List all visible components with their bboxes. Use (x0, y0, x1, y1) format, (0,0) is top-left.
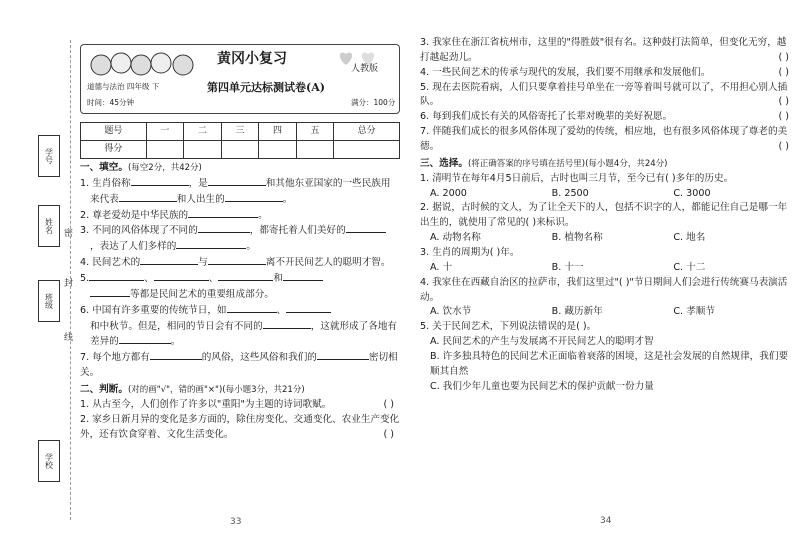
q-text: 5. 现在去医院看病，人们只要拿着挂号单坐在一旁等着叫号就可以了，不用担心别人插队。 (420, 81, 788, 108)
choice-option[interactable]: A. 动物名称 (430, 232, 481, 244)
score-input-cell[interactable] (221, 141, 259, 159)
fill-question-3-cont (80, 239, 400, 255)
q-text: ，表达了人们多样的 (90, 241, 177, 253)
q-text: 6. 中国有许多重要的传统节日，如 (80, 304, 227, 316)
unit-title: 第四单元达标测试卷(A) (207, 81, 325, 94)
left-page (80, 0, 400, 527)
right-page (420, 36, 795, 395)
choice-option[interactable]: C. 孝顺节 (673, 306, 715, 318)
cut-char-seal: 密 (64, 229, 74, 239)
full-score: 满分：100分 (351, 98, 396, 107)
binding-box-class[interactable]: 班级 (38, 280, 60, 322)
choice-option[interactable]: C. 我们少年儿童也要为民间艺术的保护贡献一份力量 (430, 380, 654, 392)
answer-paren[interactable]: ( ) (778, 96, 789, 108)
blank-field[interactable] (317, 350, 369, 360)
binding-box-student-id[interactable]: 学号 (38, 135, 60, 177)
answer-paren[interactable]: ( ) (778, 66, 789, 78)
cut-dashed-line (70, 40, 71, 520)
q-text: 、 (144, 273, 154, 285)
score-cell: 一 (146, 123, 184, 141)
q-text: 来代表 (90, 193, 119, 205)
section3-heading (420, 157, 795, 172)
q-text: 7. 伴随我们成长的很多风俗体现了爱幼的传统，相应地，也有很多风俗体现了尊老的美德。 (420, 126, 788, 153)
judge-item-5 (420, 81, 795, 111)
fill-question-4 (80, 255, 400, 271)
children-illustration-icon (89, 51, 199, 77)
section3-title: 三、选择。 (420, 157, 468, 169)
fill-question-2 (80, 208, 400, 224)
score-cell: 二 (184, 123, 222, 141)
blank-field[interactable] (263, 319, 311, 329)
fill-question-7 (80, 350, 400, 381)
blank-field[interactable] (283, 271, 323, 281)
q-text: 3. 不同的风俗体现了不同的 (80, 225, 198, 237)
q-text: 和中秋节。但是，相同的节日会有不同的 (90, 320, 263, 332)
fill-question-6 (80, 303, 400, 319)
choice-option[interactable]: C. 地名 (673, 232, 706, 244)
choice-option[interactable]: C. 十二 (673, 261, 706, 273)
section1-heading (80, 161, 400, 176)
choice-option[interactable]: B. 2500 (551, 187, 589, 199)
fill-question-6-cont (80, 319, 400, 351)
score-cell: 总分 (334, 123, 400, 141)
q-text: ，这就形成了各地有差异的 (90, 320, 398, 348)
choice-option[interactable]: C. 3000 (673, 187, 711, 199)
subject-label: 道德与法治 四年级 下 (87, 82, 160, 91)
binding-box-school[interactable]: 学校 (38, 440, 60, 482)
q-text: 等都是民间艺术的重要组成部分。 (130, 288, 274, 300)
choice-option[interactable]: A. 十 (430, 261, 453, 273)
choice-question-4: 4. 我家住在西藏自治区的拉萨市，我们这里过"( )"节日期间人们会进行传统赛马表演活动。 (420, 276, 788, 303)
q-text: 和其他东亚国家的一些民族用 (265, 177, 391, 189)
blank-field[interactable] (218, 271, 273, 281)
choice-options-4 (420, 305, 795, 320)
choice-options-1 (420, 187, 795, 202)
q-text: 。 (170, 336, 181, 348)
score-input-cell[interactable] (259, 141, 297, 159)
blank-field[interactable] (140, 255, 198, 265)
q-text: 的风俗，这些风俗和我们的 (201, 352, 317, 364)
score-input-cell[interactable] (334, 141, 400, 159)
q-text: 。 (282, 193, 293, 205)
blank-field[interactable] (119, 192, 177, 202)
score-table-score-row (81, 141, 400, 159)
choice-question-1: 1. 清明节在每年4月5日前后，古时也叫三月节，至今已有( )多年的历史。 (420, 172, 734, 184)
q-text: 4. 民间艺术的 (80, 257, 141, 269)
blank-field[interactable] (208, 255, 266, 265)
q-text: 和 (273, 273, 283, 285)
brand-logo: 黄冈小复习 (217, 51, 287, 67)
fill-question-1 (80, 176, 400, 192)
q-text: 。 (246, 241, 256, 253)
time-limit: 时间：45分钟 (87, 98, 135, 107)
fill-question-5-cont (80, 287, 400, 303)
score-input-cell[interactable] (146, 141, 184, 159)
answer-paren[interactable]: ( ) (778, 141, 789, 153)
q-text: 、 (208, 273, 219, 285)
blank-field[interactable] (227, 303, 277, 313)
q-text: ，是 (188, 177, 208, 189)
choice-option[interactable]: B. 植物名称 (551, 232, 603, 244)
q-text: 3. 我家住在浙江省杭州市，这里的"得胜鼓"很有名。这种鼓打法简单，但变化无穷，越打越起劲儿。 (420, 37, 787, 63)
blank-field[interactable] (119, 334, 171, 344)
blank-field[interactable] (188, 208, 258, 218)
judge-item-6 (420, 110, 795, 125)
choice-option[interactable]: A. 2000 (430, 187, 467, 199)
q-text: 离不开民间艺人的聪明才智。 (265, 257, 391, 269)
answer-paren[interactable]: ( ) (778, 111, 789, 123)
answer-paren[interactable]: ( ) (383, 428, 394, 440)
score-input-cell[interactable] (184, 141, 222, 159)
blank-field[interactable] (150, 350, 202, 360)
fill-question-5 (80, 271, 400, 287)
section3-note: (将正确答案的序号填在括号里)(每小题4分，共24分) (467, 158, 668, 169)
edition-label: 人教版 (351, 64, 379, 74)
page-number-right: 34 (600, 516, 612, 526)
choice-question-5: 5. 关于民间艺术，下列说法错误的是( )。 (420, 321, 597, 333)
binding-strip (0, 0, 78, 550)
q-text: 2. 家乡日新月异的变化是多方面的，除住房变化、交通变化、农业生产变化外，还有饮食穿着、文化生活变化。 (80, 413, 400, 440)
section1-title: 一、填空。 (80, 162, 128, 173)
q-text: 7. 每个地方都有 (80, 352, 150, 364)
blank-field[interactable] (286, 303, 331, 313)
score-input-cell[interactable] (296, 141, 334, 159)
judge-item-7 (420, 125, 795, 155)
choice-option[interactable]: B. 藏历新年 (551, 306, 603, 318)
score-cell: 题号 (81, 123, 147, 141)
blank-field[interactable] (225, 192, 283, 202)
answer-paren[interactable]: ( ) (778, 51, 789, 63)
choice-options-3 (420, 261, 795, 276)
score-table-header-row (81, 123, 400, 141)
choice-question-2: 2. 据说，古时候的文人，为了让全天下的人，包括不识字的人，都能记住自己是哪一年出生的，就使用了常见的( )来标识。 (420, 202, 788, 229)
cut-char-close: 封 (64, 279, 74, 289)
section2-title: 二、判断。 (80, 384, 128, 396)
score-cell: 三 (221, 123, 259, 141)
judge-item-4 (420, 66, 795, 81)
judge-item-2 (80, 413, 400, 443)
binding-box-name[interactable]: 姓名 (38, 205, 60, 247)
blank-field[interactable] (176, 239, 246, 249)
blank-field[interactable] (198, 223, 250, 233)
blank-field[interactable] (154, 271, 209, 281)
q-text: 1. 从古至今，人们创作了许多以"重阳"为主题的诗词歌赋。 (80, 398, 332, 410)
blank-field[interactable] (131, 176, 189, 186)
q-text: 。 (258, 209, 268, 221)
score-table (80, 122, 400, 159)
q-text: 、 (276, 304, 287, 316)
choice-option[interactable]: A. 民间艺术的产生与发展离不开民间艺人的聪明才智 (430, 336, 654, 348)
choice-question-3: 3. 生肖的周期为( )年。 (420, 247, 520, 259)
score-row-label: 得分 (81, 141, 147, 159)
choice-options-2 (420, 231, 795, 246)
choice-option[interactable]: A. 饮水节 (430, 306, 472, 318)
q-text: 密切相关。 (80, 352, 398, 379)
q-text: ，都寄托着人们美好的 (249, 225, 346, 237)
page-number-left: 33 (230, 517, 242, 527)
judge-item-3 (420, 36, 795, 66)
exam-header (80, 44, 400, 114)
q-text: 和人出生的 (176, 193, 225, 205)
fill-question-1-cont (80, 192, 400, 208)
section2-note: (对的画"√"，错的画"×")(每小题3分，共21分) (127, 385, 305, 396)
choice-option[interactable]: B. 十一 (551, 261, 584, 273)
q-text: 与 (198, 257, 208, 269)
q-text: 2. 尊老爱幼是中华民族的 (80, 209, 189, 221)
blank-field[interactable] (208, 176, 266, 186)
score-cell: 五 (296, 123, 334, 141)
section1-note: (每空2分，共42分) (127, 163, 202, 173)
answer-paren[interactable]: ( ) (383, 398, 394, 410)
judge-item-1 (80, 398, 400, 413)
score-cell: 四 (259, 123, 297, 141)
q-text: 4. 一些民间艺术的传承与现代的发展，我们要不用继承和发展他们。 (420, 66, 711, 78)
fill-question-3 (80, 223, 400, 239)
section2-heading (80, 383, 400, 398)
q-text: 6. 每到我们成长有关的风俗寄托了长辈对晚辈的美好祝愿。 (420, 111, 673, 123)
blank-field[interactable] (89, 271, 144, 281)
q-text: 5. (80, 273, 90, 285)
blank-field[interactable] (90, 287, 130, 297)
cut-char-line: 线 (64, 333, 74, 343)
choice-option[interactable]: B. 许多独具特色的民间艺术正面临着衰落的困境，这是社会发展的自然规律，我们要顺其自然 (430, 351, 789, 377)
blank-field[interactable] (346, 223, 386, 233)
q-text: 1. 生肖俗称 (80, 177, 131, 189)
